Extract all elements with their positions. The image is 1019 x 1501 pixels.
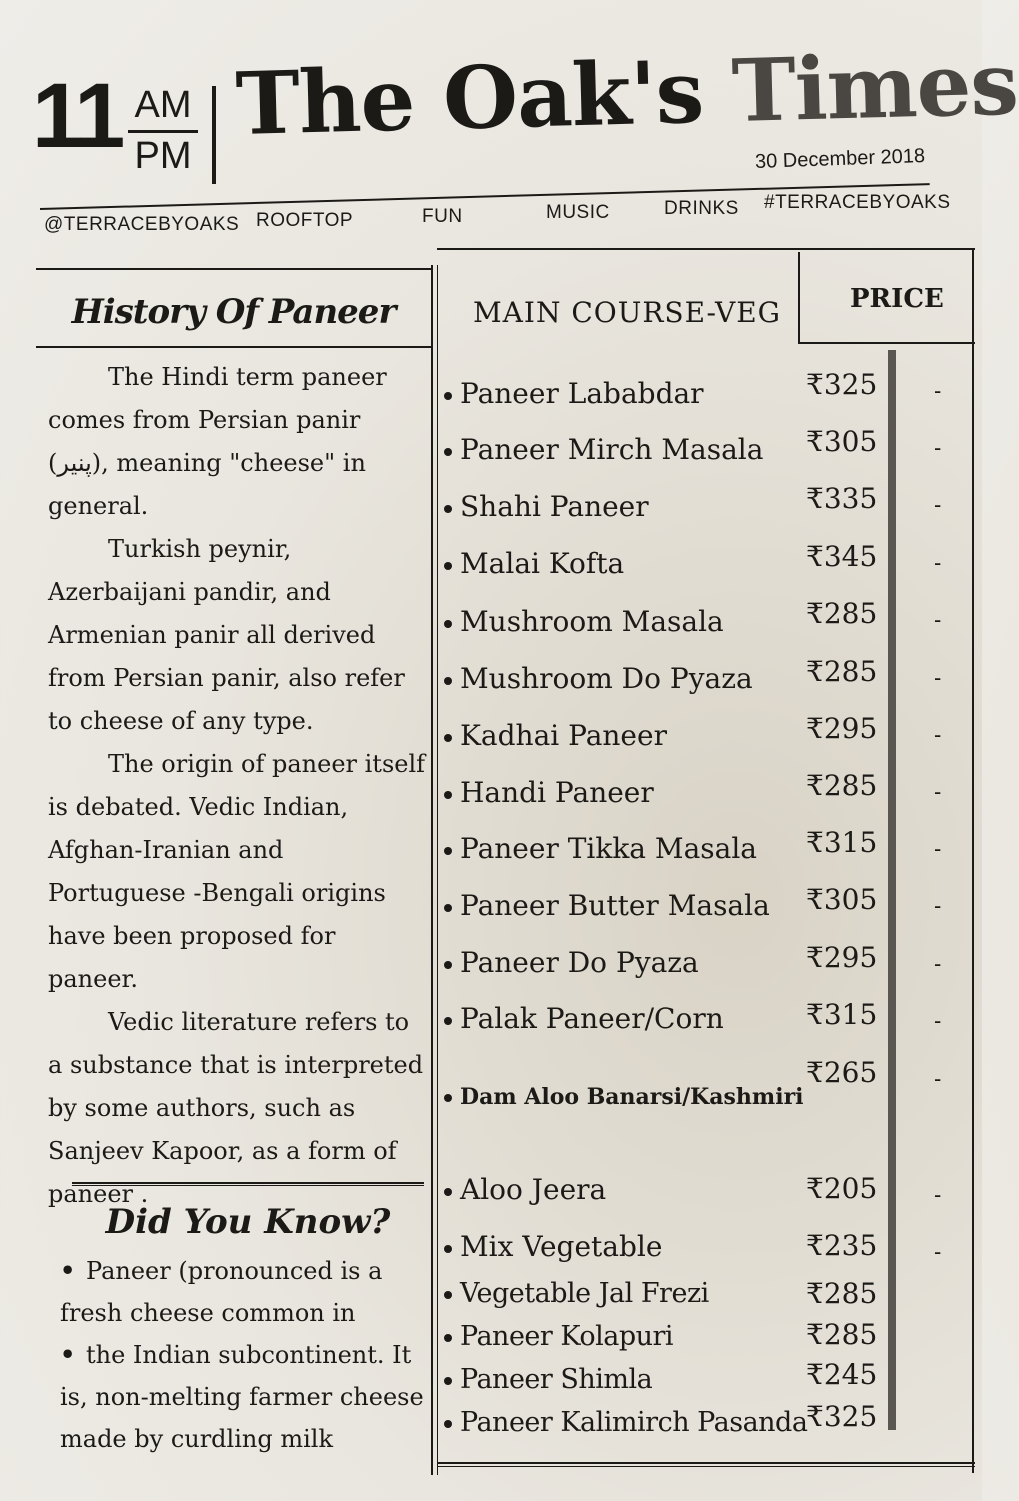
row-dash: - [934,951,942,976]
price-column-bar [888,350,896,1430]
bullet-icon [444,734,452,742]
history-text [36,348,431,1216]
menu-item-price: ₹325 [806,368,878,401]
bullet-icon [444,392,452,400]
menu-item-price: ₹315 [806,998,878,1031]
menu-item: Paneer Tikka Masala [444,832,757,865]
row-dash: - [934,378,942,403]
bullet-icon [444,791,452,799]
history-paragraph-3: The origin of paneer itself is debated. Vedic Indian, Afghan-Iranian and Portuguese -Bengali origins have been proposed for paneer. [48,750,426,993]
menu-item-price: ₹285 [806,597,878,630]
menu-right-border [972,248,974,1473]
menu-item: Mix Vegetable [444,1230,662,1263]
menu-item-price: ₹305 [806,425,878,458]
menu-item-price: ₹285 [806,1318,878,1351]
menu-section-title: MAIN COURSE-VEG [473,296,782,329]
hours-number: 11 [32,65,122,167]
row-dash: - [934,779,942,804]
menu-item: Vegetable Jal Frezi [444,1278,709,1309]
bullet-icon [444,1017,452,1025]
row-dash: - [934,1239,942,1264]
bullet-icon: • [60,1256,76,1285]
history-title: History Of Paneer [71,292,396,332]
did-you-know-bullet-2: • the Indian subcontinent. It is, non-melting farmer cheese made by curdling milk [60,1334,424,1460]
menu-item-price: ₹245 [806,1358,878,1391]
menu-item: Dam Aloo Banarsi/Kashmiri [444,1084,804,1110]
masthead [0,0,1019,260]
menu-bottom-rule [437,1462,975,1467]
row-dash: - [934,1066,942,1091]
nav-music: MUSIC [546,202,610,223]
bullet-icon [444,677,452,685]
did-you-know-title: Did You Know? [105,1202,391,1242]
history-paragraph-2: Turkish peynir, Azerbaijani pandir, and Armenian panir all derived from Persian panir, also refer to cheese of any type. [48,535,405,735]
bullet-icon [444,1245,452,1253]
menu-item-price: ₹235 [806,1229,878,1262]
menu-item: Paneer Butter Masala [444,889,770,922]
menu-item-price: ₹285 [806,769,878,802]
row-dash: - [934,435,942,460]
bullet-icon [444,961,452,969]
bullet-icon: • [60,1340,76,1369]
did-you-know-bullet-1: • Paneer (pronounced is a fresh cheese common in [60,1250,424,1334]
am-pm [128,86,198,175]
bullet-icon [444,1094,452,1102]
history-column [36,268,431,1216]
nav-hashtag: #TERRACEBYOAKS [764,192,951,213]
bullet-icon [444,1420,452,1428]
nav-handle: @TERRACEBYOAKS [44,214,240,235]
did-you-know-box [60,1182,424,1460]
nav-rooftop: ROOFTOP [256,210,354,231]
bullet-icon [444,448,452,456]
am-label: AM [128,86,198,133]
column-divider [431,265,433,1475]
row-dash: - [934,893,942,918]
menu-item: Shahi Paneer [444,490,649,523]
title-times: Times [730,33,1019,142]
price-header: PRICE [850,284,944,314]
nav-drinks: DRINKS [664,198,739,219]
menu-item: Palak Paneer/Corn [444,1002,724,1035]
menu-item: Handi Paneer [444,776,654,809]
menu-item: Kadhai Paneer [444,719,667,752]
row-dash: - [934,836,942,861]
menu-item: Paneer Lababdar [444,377,704,410]
nav-fun: FUN [422,206,463,227]
menu-top-rule [437,248,975,250]
row-dash: - [934,1182,942,1207]
newspaper-title [235,34,1019,155]
menu-item: Mushroom Masala [444,605,724,638]
menu-item-price: ₹295 [806,712,878,745]
menu-item: Paneer Shimla [444,1364,652,1395]
menu-item: Paneer Do Pyaza [444,946,699,979]
menu-item-price: ₹305 [806,883,878,916]
menu-item-price: ₹265 [806,1056,878,1089]
menu-item: Paneer Kalimirch Pasanda [444,1407,807,1438]
row-dash: - [934,607,942,632]
history-paragraph-1: The Hindi term paneer comes from Persian panir (پنیر), meaning "cheese" in general. [48,363,387,520]
row-dash: - [934,665,942,690]
column-divider-thin [437,265,438,1475]
bullet-icon [444,562,452,570]
menu-item-price: ₹205 [806,1172,878,1205]
row-dash: - [934,722,942,747]
header-nav [40,188,951,248]
did-you-know-text [60,1250,424,1460]
menu-item: Paneer Kolapuri [444,1321,673,1352]
menu-item-price: ₹335 [806,482,878,515]
bullet-icon [444,620,452,628]
menu-item-price: ₹345 [806,540,878,573]
bullet-icon [444,1188,452,1196]
menu-item-price: ₹295 [806,941,878,974]
bullet-icon [444,505,452,513]
masthead-divider [212,86,216,184]
pm-label: PM [134,135,192,177]
bullet-icon [444,1377,452,1385]
bullet-icon [444,1291,452,1299]
row-dash: - [934,550,942,575]
menu-item: Paneer Mirch Masala [444,433,763,466]
bullet-icon [444,1334,452,1342]
row-dash: - [934,492,942,517]
issue-date: 30 December 2018 [754,145,926,173]
row-dash: - [934,1008,942,1033]
menu-item-price: ₹285 [806,655,878,688]
menu-item-price: ₹315 [806,826,878,859]
menu-item: Aloo Jeera [444,1173,606,1206]
menu-item: Malai Kofta [444,547,624,580]
menu-item-price: ₹285 [806,1277,878,1310]
bullet-icon [444,904,452,912]
history-paragraph-4: Vedic literature refers to a substance that is interpreted by some authors, such as Sanjeev Kapoor, as a form of paneer . [48,1008,424,1208]
bullet-icon [444,847,452,855]
menu-item-price: ₹325 [806,1400,878,1433]
menu-item: Mushroom Do Pyaza [444,662,753,695]
title-main: The Oak's [234,41,705,155]
